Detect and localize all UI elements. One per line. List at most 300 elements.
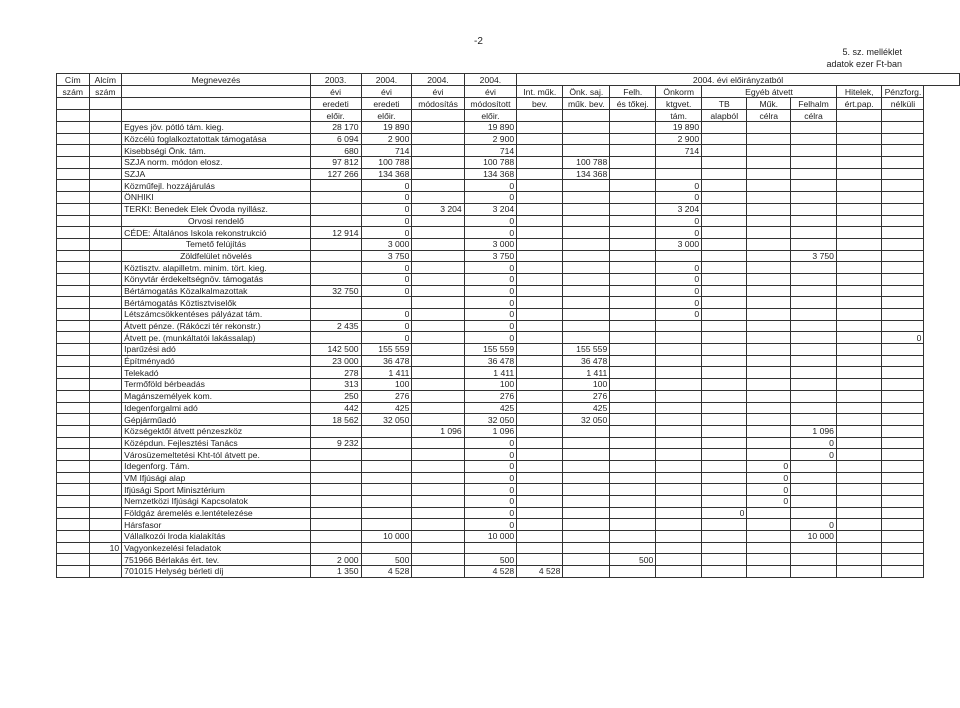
value-cell: [791, 496, 837, 508]
table-row: [57, 425, 960, 437]
alcim-cell: [89, 355, 122, 367]
value-cell: [791, 309, 837, 321]
value-cell: 100 788: [361, 157, 412, 169]
value-cell: 500: [361, 554, 412, 566]
value-cell: [517, 554, 563, 566]
value-cell: [702, 285, 747, 297]
value-cell: 500: [464, 554, 516, 566]
value-cell: 3 750: [791, 250, 837, 262]
value-cell: 19 890: [656, 122, 702, 134]
value-cell: [882, 542, 924, 554]
value-cell: 714: [656, 145, 702, 157]
value-cell: [702, 472, 747, 484]
value-cell: 0: [464, 273, 516, 285]
value-cell: 0: [747, 460, 791, 472]
table-row: [57, 554, 960, 566]
value-cell: [412, 414, 464, 426]
value-cell: [791, 262, 837, 274]
value-cell: 3 204: [464, 203, 516, 215]
alcim-cell: [89, 437, 122, 449]
value-cell: [310, 472, 361, 484]
value-cell: 442: [310, 402, 361, 414]
value-cell: 32 050: [361, 414, 412, 426]
value-cell: 100: [361, 379, 412, 391]
value-cell: [702, 344, 747, 356]
value-cell: [702, 531, 747, 543]
header-2003: 2003.: [310, 74, 361, 86]
value-cell: [836, 390, 882, 402]
value-cell: [702, 519, 747, 531]
value-cell: [517, 157, 563, 169]
cim-cell: [57, 507, 90, 519]
header-2004-modositott: 2004.: [464, 74, 516, 86]
table-row: [57, 238, 960, 250]
value-cell: [563, 460, 610, 472]
header-2004-modositas: 2004.: [412, 74, 464, 86]
value-cell: [310, 542, 361, 554]
alcim-cell: [89, 554, 122, 566]
value-cell: [747, 215, 791, 227]
value-cell: [563, 133, 610, 145]
value-cell: [836, 507, 882, 519]
header-blank: [836, 110, 882, 122]
header-group: 2004. évi előirányzatból: [517, 74, 960, 86]
value-cell: [412, 542, 464, 554]
row-label: Köztisztv. alapilletm. minim. tört. kieg.: [122, 262, 311, 274]
value-cell: 36 478: [464, 355, 516, 367]
value-cell: [882, 460, 924, 472]
value-cell: [310, 262, 361, 274]
value-cell: [563, 145, 610, 157]
value-cell: [882, 472, 924, 484]
value-cell: [517, 449, 563, 461]
value-cell: [563, 484, 610, 496]
value-cell: [791, 215, 837, 227]
cim-cell: [57, 168, 90, 180]
cim-cell: [57, 227, 90, 239]
header-tb: TB: [702, 98, 747, 110]
alcim-cell: [89, 297, 122, 309]
value-cell: [791, 227, 837, 239]
cim-cell: [57, 309, 90, 321]
value-cell: [836, 168, 882, 180]
table-row: [57, 355, 960, 367]
value-cell: 0: [361, 180, 412, 192]
value-cell: [517, 180, 563, 192]
value-cell: [702, 203, 747, 215]
value-cell: [836, 227, 882, 239]
value-cell: [791, 285, 837, 297]
header-cim: Cím: [57, 74, 90, 86]
value-cell: [517, 309, 563, 321]
row-label: Vállalkozói Iroda kialakítás: [122, 531, 311, 543]
value-cell: [702, 297, 747, 309]
value-cell: [412, 531, 464, 543]
value-cell: [702, 273, 747, 285]
value-cell: 10 000: [791, 531, 837, 543]
value-cell: [882, 414, 924, 426]
value-cell: [836, 145, 882, 157]
value-cell: [310, 250, 361, 262]
value-cell: [563, 227, 610, 239]
value-cell: 23 000: [310, 355, 361, 367]
value-cell: [412, 238, 464, 250]
table-row: [57, 215, 960, 227]
row-label: 701015 Helység bérleti díj: [122, 566, 311, 578]
alcim-cell: [89, 215, 122, 227]
row-label: Bértámogatás Köztisztviselők: [122, 297, 311, 309]
header-2004b-3: módosítás: [412, 98, 464, 110]
value-cell: [656, 496, 702, 508]
row-label: Közcélú foglalkoztatottak támogatása: [122, 133, 311, 145]
cim-cell: [57, 542, 90, 554]
value-cell: [610, 425, 656, 437]
value-cell: 0: [464, 285, 516, 297]
value-cell: [702, 192, 747, 204]
cim-cell: [57, 332, 90, 344]
value-cell: [656, 507, 702, 519]
table-row: [57, 262, 960, 274]
value-cell: 250: [310, 390, 361, 402]
value-cell: [882, 425, 924, 437]
value-cell: [656, 449, 702, 461]
value-cell: [563, 425, 610, 437]
value-cell: [882, 449, 924, 461]
value-cell: [412, 145, 464, 157]
value-cell: [836, 192, 882, 204]
value-cell: [361, 437, 412, 449]
value-cell: [702, 449, 747, 461]
value-cell: [610, 531, 656, 543]
value-cell: [610, 273, 656, 285]
value-cell: [836, 203, 882, 215]
value-cell: 0: [791, 437, 837, 449]
cim-cell: [57, 379, 90, 391]
value-cell: [836, 531, 882, 543]
cim-cell: [57, 285, 90, 297]
alcim-cell: [89, 133, 122, 145]
value-cell: [836, 472, 882, 484]
table-row: [57, 344, 960, 356]
value-cell: [563, 180, 610, 192]
value-cell: [791, 390, 837, 402]
value-cell: [517, 414, 563, 426]
value-cell: [882, 145, 924, 157]
page-number: -2: [474, 36, 483, 47]
value-cell: 714: [464, 145, 516, 157]
value-cell: [563, 250, 610, 262]
value-cell: [882, 496, 924, 508]
value-cell: [882, 180, 924, 192]
value-cell: [882, 554, 924, 566]
cim-cell: [57, 484, 90, 496]
value-cell: [702, 145, 747, 157]
cim-cell: [57, 367, 90, 379]
value-cell: 0: [464, 449, 516, 461]
value-cell: 0: [464, 262, 516, 274]
value-cell: [747, 531, 791, 543]
value-cell: [563, 320, 610, 332]
value-cell: [882, 309, 924, 321]
value-cell: [361, 496, 412, 508]
value-cell: [517, 484, 563, 496]
header-penzforg-2: nélküli: [882, 98, 924, 110]
value-cell: [563, 285, 610, 297]
table-row: [57, 390, 960, 402]
table-row: [57, 320, 960, 332]
value-cell: 0: [464, 192, 516, 204]
cim-cell: [57, 203, 90, 215]
value-cell: 9 232: [310, 437, 361, 449]
value-cell: [791, 507, 837, 519]
row-label: VM Ifjúsági alap: [122, 472, 311, 484]
value-cell: 0: [656, 285, 702, 297]
header-intmuk-2: bev.: [517, 98, 563, 110]
row-label: Idegenforgalmi adó: [122, 402, 311, 414]
value-cell: [791, 168, 837, 180]
header-felhalm-2: célra: [791, 110, 837, 122]
value-cell: [702, 238, 747, 250]
value-cell: [747, 425, 791, 437]
alcim-cell: [89, 157, 122, 169]
value-cell: 0: [464, 332, 516, 344]
value-cell: [836, 437, 882, 449]
value-cell: 0: [656, 192, 702, 204]
header-onkorm-3: tám.: [656, 110, 702, 122]
row-label: Átvett pénze. (Rákóczi tér rekonstr.): [122, 320, 311, 332]
value-cell: [517, 507, 563, 519]
corner-note: [826, 46, 902, 70]
value-cell: [563, 297, 610, 309]
value-cell: 2 900: [361, 133, 412, 145]
value-cell: [747, 122, 791, 134]
alcim-cell: [89, 449, 122, 461]
alcim-cell: [89, 332, 122, 344]
value-cell: [747, 203, 791, 215]
table-row: [57, 566, 960, 578]
value-cell: [836, 554, 882, 566]
value-cell: [412, 309, 464, 321]
row-label: Gépjárműadó: [122, 414, 311, 426]
value-cell: 0: [464, 309, 516, 321]
value-cell: [310, 519, 361, 531]
value-cell: [836, 157, 882, 169]
value-cell: [412, 519, 464, 531]
value-cell: [412, 390, 464, 402]
value-cell: [702, 379, 747, 391]
alcim-cell: [89, 145, 122, 157]
alcim-cell: [89, 273, 122, 285]
value-cell: [747, 145, 791, 157]
value-cell: [882, 531, 924, 543]
value-cell: [791, 355, 837, 367]
value-cell: [517, 145, 563, 157]
value-cell: [791, 297, 837, 309]
value-cell: [517, 390, 563, 402]
cim-cell: [57, 425, 90, 437]
value-cell: [836, 460, 882, 472]
value-cell: 6 094: [310, 133, 361, 145]
value-cell: [836, 449, 882, 461]
value-cell: [747, 332, 791, 344]
value-cell: [517, 297, 563, 309]
value-cell: 19 890: [361, 122, 412, 134]
value-cell: [836, 332, 882, 344]
alcim-cell: [89, 390, 122, 402]
cim-cell: [57, 390, 90, 402]
cim-cell: [57, 566, 90, 578]
cim-cell: [57, 554, 90, 566]
value-cell: 3 750: [361, 250, 412, 262]
alcim-cell: [89, 496, 122, 508]
value-cell: 0: [656, 215, 702, 227]
row-label: Ifjúsági Sport Minisztérium: [122, 484, 311, 496]
header-2004c-3: módosított: [464, 98, 516, 110]
value-cell: [836, 344, 882, 356]
value-cell: [836, 414, 882, 426]
value-cell: 0: [702, 507, 747, 519]
value-cell: [310, 425, 361, 437]
table-row: [57, 180, 960, 192]
table-row: [57, 449, 960, 461]
value-cell: [791, 472, 837, 484]
value-cell: [361, 519, 412, 531]
value-cell: 0: [361, 262, 412, 274]
value-cell: [702, 542, 747, 554]
value-cell: [563, 472, 610, 484]
value-cell: 2 900: [656, 133, 702, 145]
alcim-cell: [89, 238, 122, 250]
value-cell: [882, 355, 924, 367]
value-cell: [791, 379, 837, 391]
alcim-cell: [89, 484, 122, 496]
cim-cell: [57, 414, 90, 426]
value-cell: [656, 355, 702, 367]
row-label: ÖNHIKI: [122, 192, 311, 204]
row-label: Termőföld bérbeadás: [122, 379, 311, 391]
value-cell: [361, 449, 412, 461]
value-cell: [517, 425, 563, 437]
value-cell: [610, 367, 656, 379]
value-cell: [747, 285, 791, 297]
header-blank: [57, 98, 90, 110]
header-2003-3: eredeti: [310, 98, 361, 110]
cim-cell: [57, 180, 90, 192]
value-cell: [610, 542, 656, 554]
table-row: [57, 542, 960, 554]
value-cell: 0: [656, 309, 702, 321]
value-cell: 3 204: [412, 203, 464, 215]
value-cell: [412, 496, 464, 508]
header-onkorm: Önkorm: [656, 86, 702, 98]
value-cell: [610, 379, 656, 391]
value-cell: [610, 297, 656, 309]
row-label: Zöldfelület növelés: [122, 250, 311, 262]
value-cell: [563, 531, 610, 543]
value-cell: 100: [464, 379, 516, 391]
value-cell: 3 000: [464, 238, 516, 250]
value-cell: 32 050: [563, 414, 610, 426]
row-label: Városüzemeltetési Kht-tól átvett pe.: [122, 449, 311, 461]
value-cell: [310, 332, 361, 344]
value-cell: [747, 402, 791, 414]
value-cell: 714: [361, 145, 412, 157]
value-cell: [702, 437, 747, 449]
value-cell: [563, 238, 610, 250]
value-cell: [791, 157, 837, 169]
value-cell: 0: [747, 496, 791, 508]
value-cell: [747, 507, 791, 519]
value-cell: [747, 554, 791, 566]
value-cell: [412, 355, 464, 367]
value-cell: 0: [656, 273, 702, 285]
value-cell: 0: [464, 484, 516, 496]
value-cell: [610, 250, 656, 262]
value-cell: [836, 566, 882, 578]
value-cell: [791, 273, 837, 285]
value-cell: [610, 320, 656, 332]
value-cell: [310, 203, 361, 215]
value-cell: [791, 414, 837, 426]
value-cell: [361, 484, 412, 496]
value-cell: [610, 285, 656, 297]
value-cell: [747, 566, 791, 578]
value-cell: [882, 262, 924, 274]
value-cell: [517, 133, 563, 145]
header-blank: [610, 110, 656, 122]
cim-cell: [57, 344, 90, 356]
value-cell: [791, 192, 837, 204]
value-cell: [412, 437, 464, 449]
table-row: [57, 402, 960, 414]
value-cell: 4 528: [517, 566, 563, 578]
table-row: [57, 332, 960, 344]
value-cell: [563, 496, 610, 508]
value-cell: [702, 484, 747, 496]
value-cell: 134 368: [361, 168, 412, 180]
value-cell: [563, 262, 610, 274]
value-cell: [656, 542, 702, 554]
value-cell: [882, 519, 924, 531]
table-row: [57, 273, 960, 285]
value-cell: [310, 215, 361, 227]
value-cell: 425: [361, 402, 412, 414]
header-muk-2: célra: [747, 110, 791, 122]
value-cell: [412, 402, 464, 414]
value-cell: 18 562: [310, 414, 361, 426]
value-cell: [412, 449, 464, 461]
value-cell: [702, 332, 747, 344]
value-cell: [412, 285, 464, 297]
alcim-cell: [89, 180, 122, 192]
row-label: Idegenforg. Tám.: [122, 460, 311, 472]
value-cell: [361, 297, 412, 309]
header-cim-2: szám: [57, 86, 90, 98]
value-cell: [702, 320, 747, 332]
alcim-cell: 10: [89, 542, 122, 554]
value-cell: [702, 168, 747, 180]
value-cell: [747, 437, 791, 449]
value-cell: [882, 227, 924, 239]
row-label: SZJA norm. módon elosz.: [122, 157, 311, 169]
value-cell: [563, 203, 610, 215]
value-cell: 0: [361, 227, 412, 239]
row-label: Bértámogatás Közalkalmazottak: [122, 285, 311, 297]
value-cell: [656, 519, 702, 531]
row-label: Nemzetközi Ifjúsági Kapcsolatok: [122, 496, 311, 508]
header-tb-2: alapból: [702, 110, 747, 122]
table-row: [57, 250, 960, 262]
